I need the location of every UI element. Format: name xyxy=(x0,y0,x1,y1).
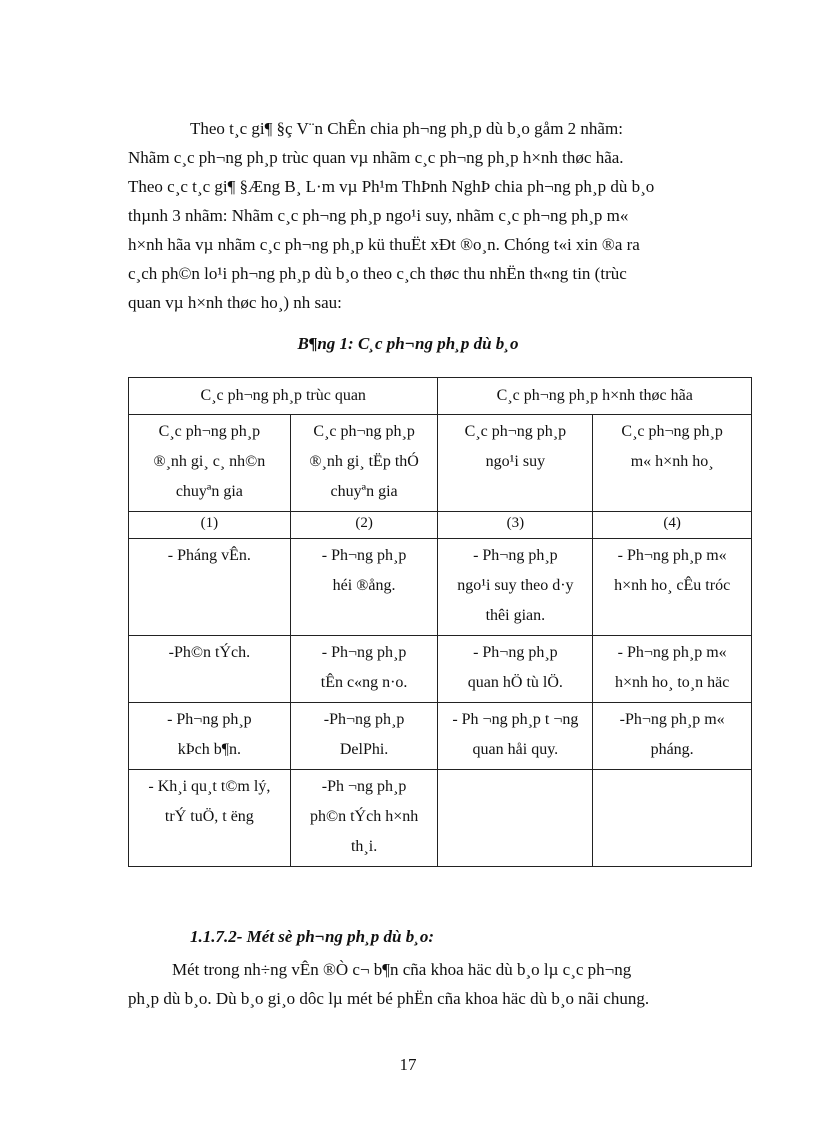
intro-line: Theo c¸c t¸c gi¶ §Æng B¸ L·m vµ Ph¹m ThÞnh NghÞ chia ph¬ng ph¸p dù b¸o xyxy=(128,177,655,196)
cell-text: -Ph¬ng ph¸p xyxy=(323,711,405,728)
paragraph-line: ph¸p dù b¸o. Dù b¸o gi¸o dôc lµ mét bé phËn cña khoa häc dù b¸o nãi chung. xyxy=(128,989,650,1008)
cell-text: - Kh¸i qu¸t t©m lý, xyxy=(148,778,271,795)
cell-text: kÞch b¶n. xyxy=(177,741,241,758)
table-cell xyxy=(129,703,291,770)
cell-text: ®¸nh gi¸ c¸ nh©n xyxy=(153,453,266,470)
page-number: 17 xyxy=(399,1055,417,1074)
cell-text: C¸c ph¬ng ph¸p xyxy=(464,423,567,440)
sub-header-cell xyxy=(129,415,291,512)
column-number: (1) xyxy=(129,512,291,539)
cell-text: - Pháng vÊn. xyxy=(167,547,251,564)
methods-table xyxy=(128,377,752,867)
section-heading: 1.1.7.2- Mét sè ph¬ng ph¸p dù b¸o: xyxy=(190,927,435,946)
table-cell xyxy=(290,539,438,636)
intro-line: thµnh 3 nhãm: Nhãm c¸c ph¬ng ph¸p ngo¹i suy, nhãm c¸c ph¬ng ph¸p m« xyxy=(128,206,629,225)
cell-text: - Ph ¬ng ph¸p t ¬ng xyxy=(452,711,579,728)
table-cell xyxy=(438,636,593,703)
cell-text: trÝ tuÖ, t ëng xyxy=(164,808,254,825)
sub-header-cell xyxy=(438,415,593,512)
cell-text: th¸i. xyxy=(350,838,378,855)
cell-text: - Ph¬ng ph¸p xyxy=(321,547,407,564)
cell-text: - Ph¬ng ph¸p m« xyxy=(617,644,727,661)
intro-line: Theo t¸c gi¶ §ç V¨n ChÊn chia ph¬ng ph¸p dù b¸o gåm 2 nhãm: xyxy=(190,119,623,138)
cell-text: ®¸nh gi¸ tËp thÓ xyxy=(309,453,419,470)
table-cell xyxy=(290,703,438,770)
table-row xyxy=(129,703,752,770)
table-row xyxy=(129,636,752,703)
cell-text: ngo¹i suy theo d·y xyxy=(457,577,574,594)
table-group-header-row xyxy=(129,378,752,415)
table-cell xyxy=(129,636,291,703)
column-number: (4) xyxy=(593,512,752,539)
second-paragraph xyxy=(128,955,732,1013)
cell-text: C¸c ph¬ng ph¸p xyxy=(621,423,723,440)
cell-text: héi ®ång. xyxy=(332,577,396,594)
sub-header-cell xyxy=(593,415,752,512)
cell-text: DelPhi. xyxy=(339,741,389,758)
cell-text: chuyªn gia xyxy=(330,483,398,500)
table-row xyxy=(129,539,752,636)
cell-text: - Ph¬ng ph¸p m« xyxy=(617,547,727,564)
table-cell xyxy=(593,636,752,703)
cell-text: C¸c ph¬ng ph¸p xyxy=(158,423,261,440)
intro-line: c¸ch ph©n lo¹i ph¬ng ph¸p dù b¸o theo c¸ch thøc thu nhËn th«ng tin (trùc xyxy=(128,264,627,283)
cell-text: - Ph¬ng ph¸p xyxy=(473,547,558,564)
cell-text: h×nh ho¸ to¸n häc xyxy=(614,674,730,691)
table-cell xyxy=(438,703,593,770)
cell-text: pháng. xyxy=(650,741,694,758)
cell-text: quan hÖ tù lÖ. xyxy=(467,674,563,691)
table-cell xyxy=(593,539,752,636)
group-header-formal: C¸c ph¬ng ph¸p h×nh thøc hãa xyxy=(438,378,752,415)
paragraph-line: Mét trong nh÷ng vÊn ®Ò c¬ b¶n cña khoa häc dù b¸o lµ c¸c ph¬ng xyxy=(172,960,632,979)
table-cell xyxy=(290,636,438,703)
intro-line: h×nh hãa vµ nhãm c¸c ph¬ng ph¸p kü thuËt xÐt ®o¸n. Chóng t«i xin ®a ra xyxy=(128,235,640,254)
group-header-visual: C¸c ph¬ng ph¸p trùc quan xyxy=(129,378,438,415)
table-number-row xyxy=(129,512,752,539)
cell-text: -Ph ¬ng ph¸p xyxy=(321,778,407,795)
table-cell xyxy=(290,770,438,867)
table-cell xyxy=(593,703,752,770)
cell-text: quan håi quy. xyxy=(472,741,559,758)
cell-text: chuyªn gia xyxy=(175,483,243,500)
intro-line: quan vµ h×nh thøc ho¸) nh sau: xyxy=(128,293,342,312)
column-number: (3) xyxy=(438,512,593,539)
column-number: (2) xyxy=(290,512,438,539)
sub-header-cell xyxy=(290,415,438,512)
intro-line: Nhãm c¸c ph¬ng ph¸p trùc quan vµ nhãm c¸c ph¬ng ph¸p h×nh thøc hãa. xyxy=(128,148,624,167)
table-row xyxy=(129,770,752,867)
intro-paragraph xyxy=(128,114,732,317)
cell-text: - Ph¬ng ph¸p xyxy=(167,711,252,728)
table-cell-empty xyxy=(593,770,752,867)
cell-text: -Ph¬ng ph¸p m« xyxy=(619,711,725,728)
cell-text: ph©n tÝch h×nh xyxy=(309,808,419,825)
cell-text: C¸c ph¬ng ph¸p xyxy=(313,423,415,440)
cell-text: -Ph©n tÝch. xyxy=(168,644,251,661)
table-sub-header-row xyxy=(129,415,752,512)
cell-text: - Ph¬ng ph¸p xyxy=(321,644,407,661)
cell-text: thêi gian. xyxy=(485,607,546,624)
cell-text: h×nh ho¸ cÊu tróc xyxy=(614,577,731,594)
table-cell xyxy=(129,770,291,867)
cell-text: ngo¹i suy xyxy=(485,453,546,470)
table-caption: B¶ng 1: C¸c ph¬ng ph¸p dù b¸o xyxy=(297,334,519,353)
cell-text: - Ph¬ng ph¸p xyxy=(473,644,558,661)
table-cell xyxy=(438,539,593,636)
table-cell-empty xyxy=(438,770,593,867)
table-cell xyxy=(129,539,291,636)
cell-text: tÊn c«ng n·o. xyxy=(320,674,408,691)
cell-text: m« h×nh ho¸ xyxy=(630,453,714,470)
